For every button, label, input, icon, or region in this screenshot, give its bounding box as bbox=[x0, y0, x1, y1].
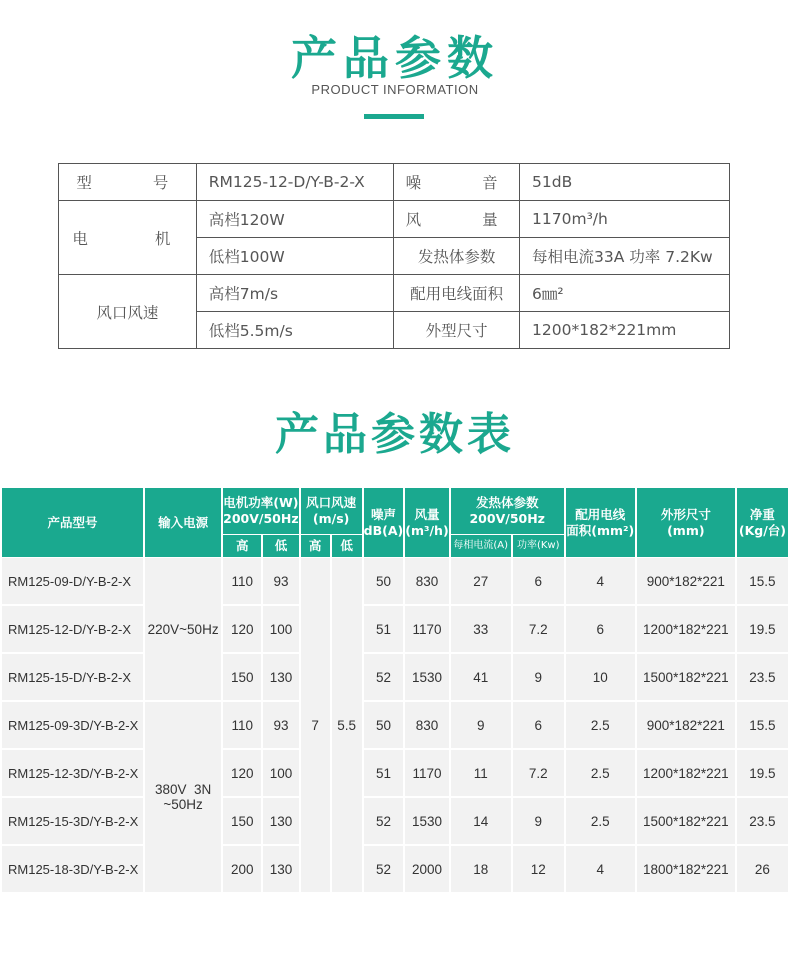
cell-motor-low: 130 bbox=[263, 798, 298, 846]
cell-power: 6 bbox=[513, 558, 564, 606]
cell-weight: 15.5 bbox=[737, 558, 788, 606]
cell-motor-low: 93 bbox=[263, 558, 298, 606]
spec-label: 外型尺寸 bbox=[394, 312, 520, 349]
cell-power: 7.2 bbox=[513, 606, 564, 654]
cell-motor-high: 110 bbox=[223, 558, 261, 606]
cell-weight: 26 bbox=[737, 846, 788, 894]
header-current: 每相电流(A) bbox=[451, 535, 511, 558]
cell-size: 900*182*221 bbox=[637, 558, 735, 606]
cell-motor-low: 130 bbox=[263, 654, 298, 702]
cell-motor-low: 100 bbox=[263, 750, 298, 798]
cell-weight: 19.5 bbox=[737, 750, 788, 798]
cell-wire: 2.5 bbox=[566, 798, 635, 846]
cell-model: RM125-15-3D/Y-B-2-X bbox=[2, 798, 143, 846]
spec-value: 每相电流33A 功率 7.2Kw bbox=[520, 238, 730, 275]
cell-power: 12 bbox=[513, 846, 564, 894]
header-wire-sub: 面积(mm²) bbox=[566, 522, 635, 538]
header-heater-label: 发热体参数 bbox=[475, 495, 539, 510]
cell-motor-high: 110 bbox=[223, 702, 261, 750]
cell-power: 9 bbox=[513, 654, 564, 702]
spec-label: 配用电线面积 bbox=[394, 275, 520, 312]
header-heater bbox=[451, 488, 564, 535]
table-row bbox=[2, 606, 788, 654]
header-motor-power-sub: 200V/50Hz bbox=[223, 511, 299, 526]
cell-power-220: 220V~50Hz bbox=[145, 558, 221, 702]
spec-row bbox=[59, 275, 730, 312]
cell-size: 1200*182*221 bbox=[637, 606, 735, 654]
cell-current: 41 bbox=[451, 654, 511, 702]
spec-value: 低档5.5m/s bbox=[196, 312, 393, 349]
cell-noise: 51 bbox=[364, 606, 404, 654]
spec-value: RM125-12-D/Y-B-2-X bbox=[196, 164, 393, 201]
spec-label: 风 量 bbox=[394, 201, 520, 238]
header-weight bbox=[737, 488, 788, 558]
header-model: 产品型号 bbox=[2, 488, 143, 558]
cell-current: 9 bbox=[451, 702, 511, 750]
cell-wire: 2.5 bbox=[566, 702, 635, 750]
cell-speed-low: 5.5 bbox=[332, 558, 362, 894]
header-airflow-label: 风量 bbox=[414, 506, 440, 522]
cell-current: 33 bbox=[451, 606, 511, 654]
cell-weight: 23.5 bbox=[737, 654, 788, 702]
cell-motor-high: 120 bbox=[223, 606, 261, 654]
cell-airflow: 830 bbox=[405, 558, 448, 606]
spec-label: 电 机 bbox=[59, 201, 197, 275]
spec-label: 风口风速 bbox=[59, 275, 197, 349]
header-speed-low: 低 bbox=[332, 535, 362, 558]
cell-motor-low: 93 bbox=[263, 702, 298, 750]
cell-motor-high: 150 bbox=[223, 654, 261, 702]
header-size-label: 外形尺寸 bbox=[660, 506, 711, 522]
header-weight-label: 净重 bbox=[749, 506, 775, 522]
table-row bbox=[2, 558, 788, 606]
header-motor-power bbox=[223, 488, 299, 535]
cell-weight: 15.5 bbox=[737, 702, 788, 750]
power-380-line1: 380V 3N bbox=[154, 782, 212, 797]
cell-model: RM125-15-D/Y-B-2-X bbox=[2, 654, 143, 702]
cell-motor-low: 100 bbox=[263, 606, 298, 654]
cell-size: 1800*182*221 bbox=[637, 846, 735, 894]
cell-airflow: 1170 bbox=[405, 750, 448, 798]
cell-wire: 4 bbox=[566, 558, 635, 606]
cell-size: 1200*182*221 bbox=[637, 750, 735, 798]
cell-airflow: 1530 bbox=[405, 654, 448, 702]
spec-table bbox=[58, 163, 730, 349]
section-title-product-params: 产品参数 bbox=[291, 31, 499, 85]
header-wind-speed bbox=[301, 488, 362, 535]
spec-value: 低档100W bbox=[196, 238, 393, 275]
table-row bbox=[2, 654, 788, 702]
spec-value: 高档120W bbox=[196, 201, 393, 238]
header-airflow bbox=[405, 488, 448, 558]
title-underline-bar bbox=[364, 114, 424, 119]
cell-wire: 4 bbox=[566, 846, 635, 894]
cell-wire: 2.5 bbox=[566, 750, 635, 798]
table-row bbox=[2, 750, 788, 798]
spec-value: 6㎜² bbox=[520, 275, 730, 312]
cell-speed-high: 7 bbox=[301, 558, 330, 894]
cell-weight: 19.5 bbox=[737, 606, 788, 654]
cell-model: RM125-12-D/Y-B-2-X bbox=[2, 606, 143, 654]
spec-row bbox=[59, 201, 730, 238]
cell-size: 1500*182*221 bbox=[637, 798, 735, 846]
cell-model: RM125-18-3D/Y-B-2-X bbox=[2, 846, 143, 894]
spec-label: 噪 音 bbox=[394, 164, 520, 201]
cell-current: 18 bbox=[451, 846, 511, 894]
cell-current: 14 bbox=[451, 798, 511, 846]
header-wind-speed-label: 风口风速 bbox=[306, 495, 357, 510]
cell-power: 6 bbox=[513, 702, 564, 750]
cell-motor-high: 150 bbox=[223, 798, 261, 846]
cell-weight: 23.5 bbox=[737, 798, 788, 846]
spec-value: 1170m³/h bbox=[520, 201, 730, 238]
header-heater-sub: 200V/50Hz bbox=[469, 511, 545, 526]
header-wind-speed-unit: (m/s) bbox=[312, 511, 350, 526]
cell-airflow: 1530 bbox=[405, 798, 448, 846]
cell-power: 9 bbox=[513, 798, 564, 846]
cell-model: RM125-09-D/Y-B-2-X bbox=[2, 558, 143, 606]
cell-motor-low: 130 bbox=[263, 846, 298, 894]
table-row bbox=[2, 702, 788, 750]
cell-size: 1500*182*221 bbox=[637, 654, 735, 702]
spec-row bbox=[59, 164, 730, 201]
header-wire bbox=[566, 488, 635, 558]
header-airflow-unit: (m³/h) bbox=[405, 522, 449, 538]
header-noise bbox=[364, 488, 404, 558]
header-noise-unit: dB(A) bbox=[363, 522, 404, 538]
cell-current: 27 bbox=[451, 558, 511, 606]
spec-label: 发热体参数 bbox=[394, 238, 520, 275]
header-power: 功率(Kw) bbox=[513, 535, 564, 558]
cell-model: RM125-09-3D/Y-B-2-X bbox=[2, 702, 143, 750]
header-power-input: 输入电源 bbox=[145, 488, 221, 558]
header-speed-high: 高 bbox=[301, 535, 330, 558]
cell-noise: 50 bbox=[364, 558, 404, 606]
section-subtitle: PRODUCT INFORMATION bbox=[311, 82, 479, 97]
header-motor-power-label: 电机功率(W) bbox=[223, 495, 299, 510]
cell-model: RM125-12-3D/Y-B-2-X bbox=[2, 750, 143, 798]
cell-noise: 52 bbox=[364, 798, 404, 846]
cell-wire: 6 bbox=[566, 606, 635, 654]
cell-airflow: 1170 bbox=[405, 606, 448, 654]
spec-value: 高档7m/s bbox=[196, 275, 393, 312]
header-size-unit: (mm) bbox=[667, 522, 705, 538]
cell-noise: 52 bbox=[364, 846, 404, 894]
cell-power-380 bbox=[145, 702, 221, 894]
header-weight-unit: (Kg/台) bbox=[738, 522, 786, 538]
cell-airflow: 830 bbox=[405, 702, 448, 750]
cell-power: 7.2 bbox=[513, 750, 564, 798]
header-wire-label: 配用电线 bbox=[575, 506, 626, 522]
cell-size: 900*182*221 bbox=[637, 702, 735, 750]
cell-airflow: 2000 bbox=[405, 846, 448, 894]
cell-noise: 51 bbox=[364, 750, 404, 798]
table-row bbox=[2, 846, 788, 894]
spec-value: 1200*182*221mm bbox=[520, 312, 730, 349]
product-param-table bbox=[0, 488, 790, 894]
header-size bbox=[637, 488, 735, 558]
spec-label: 型 号 bbox=[59, 164, 197, 201]
cell-current: 11 bbox=[451, 750, 511, 798]
cell-motor-high: 200 bbox=[223, 846, 261, 894]
header-noise-label: 噪声 bbox=[370, 506, 396, 522]
spec-value: 51dB bbox=[520, 164, 730, 201]
power-380-line2: ~50Hz bbox=[163, 797, 203, 812]
header-motor-high: 高 bbox=[223, 535, 261, 558]
cell-noise: 50 bbox=[364, 702, 404, 750]
cell-noise: 52 bbox=[364, 654, 404, 702]
cell-wire: 10 bbox=[566, 654, 635, 702]
table-row bbox=[2, 798, 788, 846]
header-motor-low: 低 bbox=[263, 535, 298, 558]
cell-motor-high: 120 bbox=[223, 750, 261, 798]
section-title-param-table: 产品参数表 bbox=[275, 409, 515, 460]
